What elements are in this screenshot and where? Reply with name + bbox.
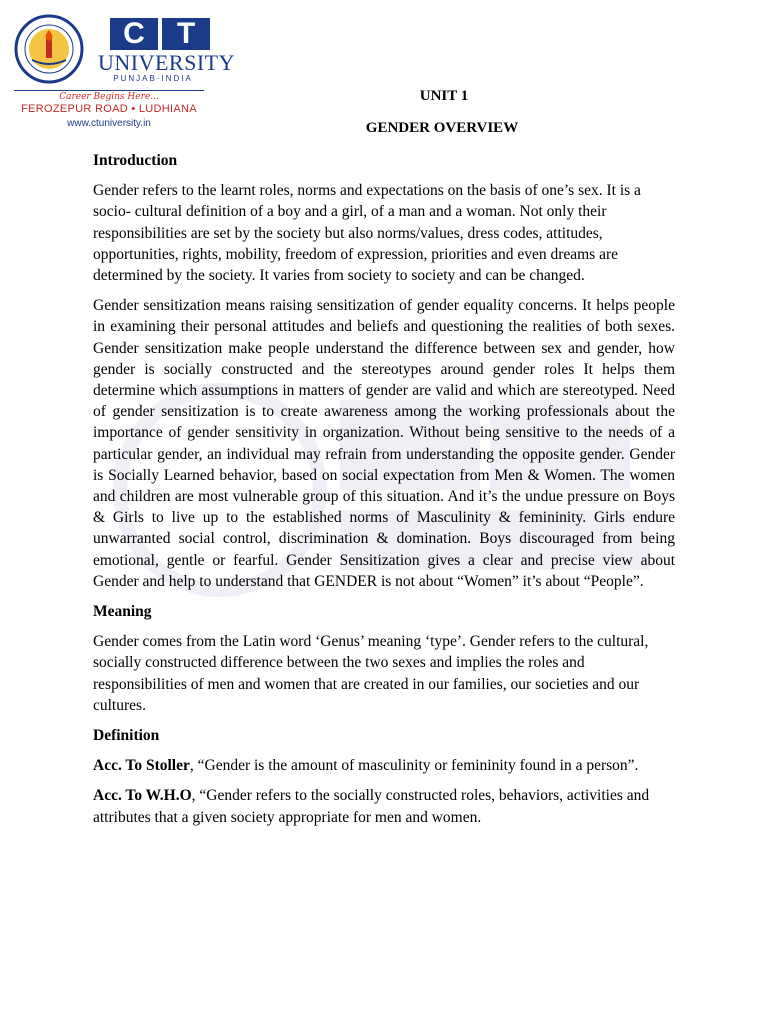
unit-number: UNIT 1 [419,88,469,104]
meaning-heading: Meaning [93,603,152,621]
introduction-heading: Introduction [93,152,178,169]
introduction-paragraph-2: Gender sensitization means raising sensitization of gender equality concerns. It helps people in examining their personal attitudes and beliefs and questioning the realities of both sexes. Gender sensitization make people understand the difference between sex and gender, how gender is socially constructed and the stereotypes around gender roles It helps them determine which assumptions in matters of gender are valid and which are stereotyped. Need of gender sensitization is to create awareness among the working professionals about the importance of gender sensitivity in organization. Without being sensitive to the needs of a particular gender, an individual may refrain from understanding the opposite gender. Gender is Socially Learned behavior, based on social expectation from Men & Women. The women and children are most vulnerable group of this situation. And it’s the undue pressure on Boys & Girls to live up to the established norms of Masculinity & femininity. Girls endure unwarranted social control, discrimination & domination. Boys discouraged from being emotional, gentle or fearful. Gender Sensitization gives a clear and precise view about Gender and help to understand that GENDER is not about “Women” it’s about “People”. [93,297,675,590]
address: FEROZEPUR ROAD • LUDHIANA [21,103,197,115]
who-label: Acc. To W.H.O [93,787,192,805]
introduction-paragraph-1: Gender refers to the learnt roles, norms and expectations on the basis of one’s sex. It is a socio- cultural definition of a boy and a girl, of a man and a woman. Not only their responsibilities are set by the society but also norms/values, dress codes, attitudes, opportunities, rights, mobility, freedom of expression, priorities and even dreams are determined by the society. It varies from society to society and can be changed. [93,182,641,285]
ct-brand-mark [110,18,210,50]
definition-heading: Definition [93,727,160,745]
location-text: PUNJAB·INDIA [113,74,193,83]
university-logo [14,14,235,129]
brand-letter-t: T [162,18,210,50]
stoller-quote: , “Gender is the amount of masculinity or femininity found in a person”. [189,757,639,775]
stoller-label: Acc. To Stoller [93,757,190,775]
definition-stoller [93,755,675,776]
who-quote: , “Gender refers to the socially constructed roles, behaviors, activities and attributes that a given society appropriate for men and women. [93,787,650,826]
university-wordmark: UNIVERSITY [98,50,235,75]
university-seal-icon [14,14,84,84]
brand-letters: C [110,18,158,50]
page-title: GENDER OVERVIEW [365,120,519,136]
website-link[interactable]: www.ctuniversity.in [67,118,151,129]
meaning-paragraph: Gender comes from the Latin word ‘Genus’ meaning ‘type’. Gender refers to the cultural, socially constructed difference between the two sexes and implies the roles and responsibilities of men and women that are created in our families, our societies and our cultures. [93,633,649,714]
definition-who [93,785,675,827]
document-body [93,150,675,837]
tagline: Career Begins Here... [59,92,159,102]
